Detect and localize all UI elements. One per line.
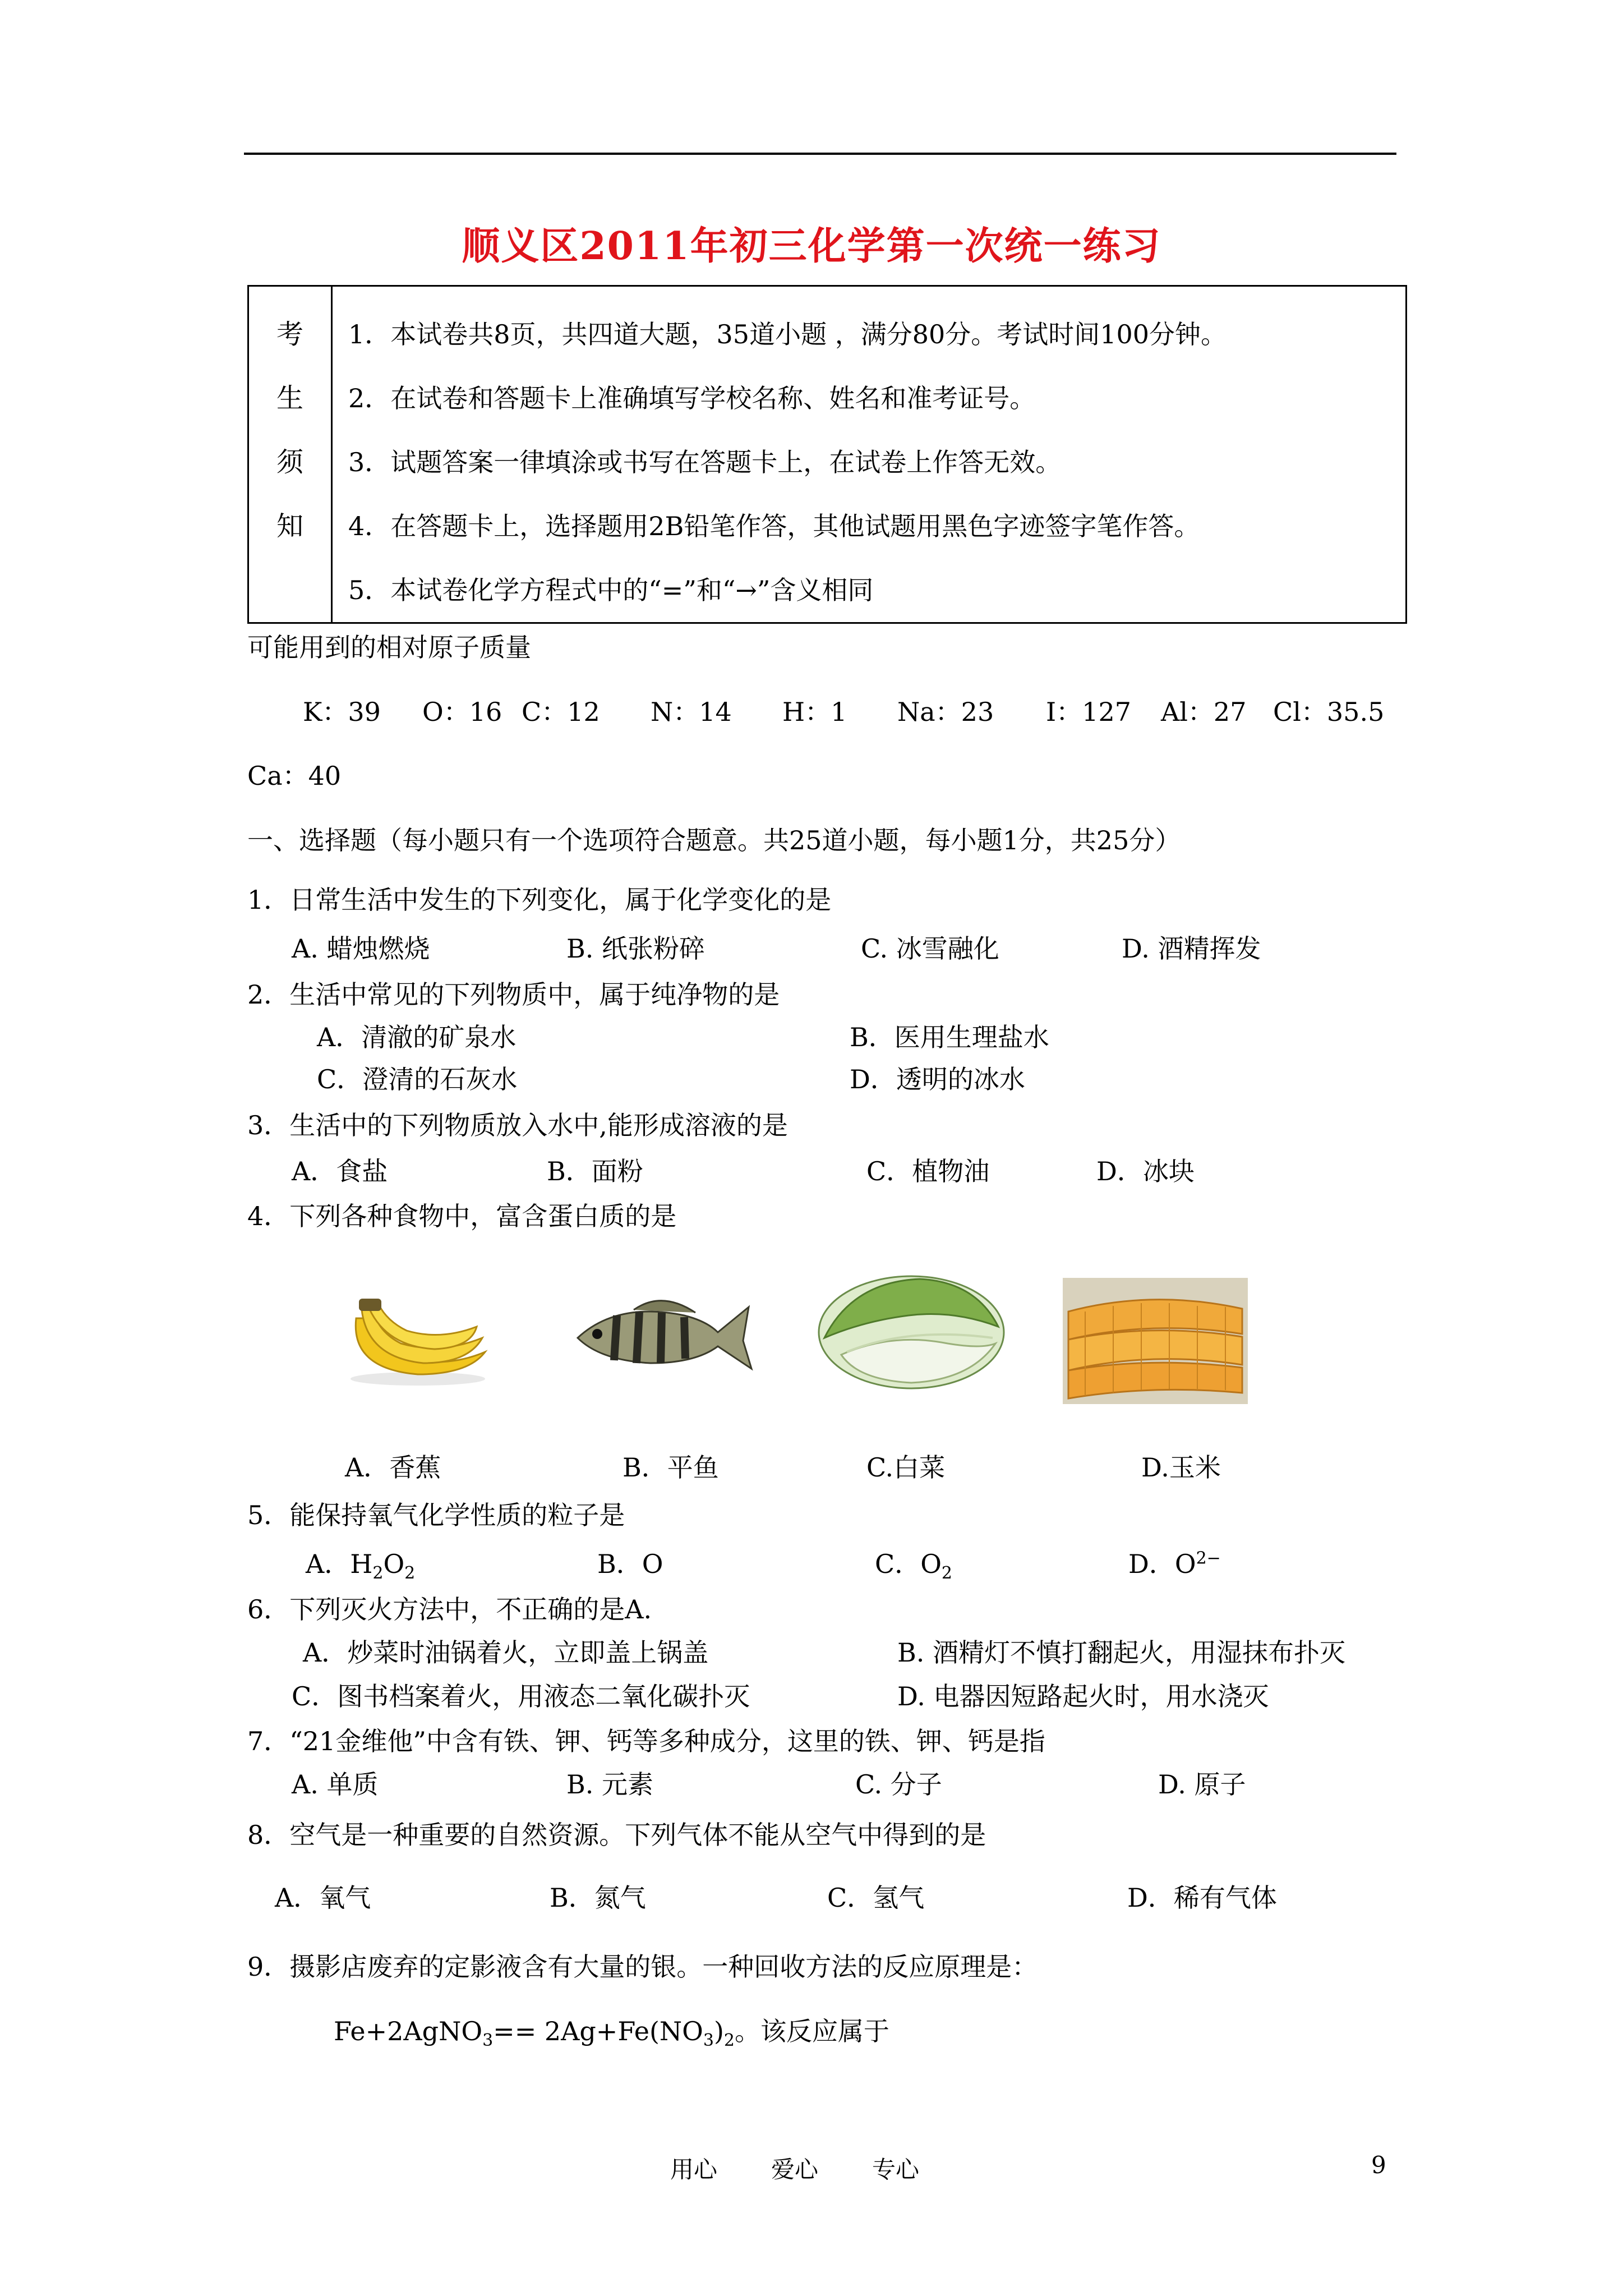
- option: B. 元素: [566, 1769, 654, 1800]
- option: A．氧气: [275, 1883, 371, 1913]
- notice-items: [332, 286, 1407, 623]
- section-heading: 一、选择题（每小题只有一个选项符合题意。共25道小题，每小题1分，共25分）: [247, 825, 1181, 855]
- question-stem: 2．生活中常见的下列物质中，属于纯净物的是: [247, 979, 780, 1010]
- notice-item: 5．本试卷化学方程式中的“=”和“→”含义相同: [348, 575, 874, 605]
- footer-motto: 爱心: [771, 2156, 819, 2183]
- notice-item: 3．试题答案一律填涂或书写在答题卡上，在试卷上作答无效。: [348, 447, 1062, 477]
- atomic-mass: I：127: [1046, 697, 1131, 727]
- option: C. 冰雪融化: [861, 933, 999, 964]
- option: A．香蕉: [345, 1452, 441, 1483]
- page-number: 9: [1371, 2151, 1386, 2179]
- option: D．稀有气体: [1127, 1883, 1277, 1913]
- option: C．氢气: [827, 1883, 925, 1913]
- atomic-mass: Cl：35.5: [1273, 697, 1385, 727]
- option: A．食盐: [292, 1156, 388, 1186]
- option: B．O: [597, 1549, 663, 1579]
- option: D．冰块: [1096, 1156, 1195, 1186]
- fish-image: [566, 1285, 757, 1386]
- question-stem: 5．能保持氧气化学性质的粒子是: [247, 1500, 625, 1530]
- notice-label-char: 须: [276, 447, 303, 478]
- banana-image: [334, 1285, 496, 1391]
- option-h2o2: A．$H_2O_2$: [306, 1549, 416, 1584]
- header-rule: [244, 153, 1396, 155]
- option: C．植物油: [866, 1156, 990, 1186]
- option: B. 酒精灯不慎打翻起火，用湿抹布扑灭: [897, 1637, 1346, 1668]
- option: A．清澈的矿泉水: [317, 1022, 517, 1052]
- chemical-equation: Fe+2AgNO$_3$== $2Ag+Fe(NO_3)_2$。该反应属于: [334, 2016, 890, 2051]
- footer-motto: 专心: [872, 2156, 920, 2183]
- option: B．医用生理盐水: [850, 1022, 1049, 1052]
- option: B．氮气: [550, 1883, 646, 1913]
- option: A. 蜡烛燃烧: [292, 933, 430, 964]
- notice-label-cell: [248, 286, 332, 623]
- option: D. 电器因短路起火时，用水浇灭: [897, 1681, 1269, 1711]
- option-o2: C．$O_2$: [875, 1549, 953, 1584]
- option: D. 酒精挥发: [1122, 933, 1261, 964]
- option: C．图书档案着火，用液态二氧化碳扑灭: [292, 1681, 750, 1711]
- atomic-mass: Na：23: [897, 697, 994, 727]
- option: C.白菜: [866, 1452, 946, 1483]
- option: D.玉米: [1141, 1452, 1221, 1483]
- atomic-mass: K：39: [303, 697, 381, 727]
- atomic-mass-heading: 可能用到的相对原子质量: [247, 632, 531, 662]
- question-stem: 9．摄影店废弃的定影液含有大量的银。一种回收方法的反应原理是：: [247, 1952, 1038, 1982]
- option-oxide-ion: D．$O^{2-}$: [1128, 1548, 1221, 1579]
- atomic-mass: Al：27: [1161, 697, 1247, 727]
- notice-label-char: 考: [276, 319, 303, 350]
- option: B．面粉: [547, 1156, 643, 1186]
- notice-label-char: 生: [276, 383, 303, 414]
- atomic-mass: N：14: [651, 697, 732, 727]
- atomic-mass: O：16: [422, 697, 502, 727]
- option: D. 原子: [1158, 1769, 1246, 1800]
- notice-label-char: 知: [276, 510, 303, 542]
- option: A．炒菜时油锅着火，立即盖上锅盖: [303, 1637, 709, 1668]
- page-title: 顺义区2011年初三化学第一次统一练习: [462, 224, 1161, 269]
- option: C．澄清的石灰水: [317, 1064, 518, 1094]
- atomic-mass-extra: Ca：40: [247, 761, 342, 791]
- atomic-mass: H：1: [782, 697, 847, 727]
- option: B. 纸张粉碎: [566, 933, 706, 964]
- question-stem: 4．下列各种食物中，富含蛋白质的是: [247, 1201, 677, 1231]
- question-stem: 6．下列灭火方法中，不正确的是A.: [247, 1594, 652, 1625]
- option: C. 分子: [855, 1769, 942, 1800]
- option: A. 单质: [292, 1769, 379, 1800]
- option: D．透明的冰水: [850, 1064, 1025, 1094]
- question-stem: 8．空气是一种重要的自然资源。下列气体不能从空气中得到的是: [247, 1820, 986, 1850]
- notice-item: 1．本试卷共8页，共四道大题，35道小题 ，满分80分。考试时间100分钟。: [348, 319, 1227, 349]
- notice-item: 4．在答题卡上，选择题用2B铅笔作答，其他试题用黑色字迹签字笔作答。: [348, 511, 1200, 541]
- cabbage-image: [808, 1259, 1009, 1394]
- corn-image: [1063, 1278, 1248, 1404]
- atomic-mass: C：12: [522, 697, 600, 727]
- option: B．平鱼: [623, 1452, 719, 1483]
- notice-item: 2．在试卷和答题卡上准确填写学校名称、姓名和准考证号。: [348, 383, 1036, 413]
- notice-box: [247, 285, 1407, 624]
- question-stem: 3．生活中的下列物质放入水中,能形成溶液的是: [247, 1110, 788, 1140]
- question-stem: 7．“21金维他”中含有铁、钾、钙等多种成分，这里的铁、钾、钙是指: [247, 1726, 1045, 1756]
- footer-motto: 用心: [670, 2156, 718, 2183]
- question-stem: 1．日常生活中发生的下列变化，属于化学变化的是: [247, 885, 832, 915]
